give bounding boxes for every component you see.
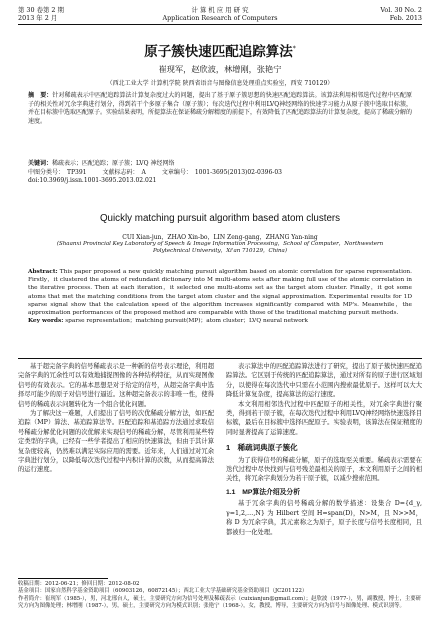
keywords-en-label: Key words:: [28, 318, 64, 325]
footnote-received: 收稿日期：2012-06-21；修回日期：2012-08-02: [18, 581, 140, 587]
keywords-text: 稀疏表示；匹配追踪；原子簇；LVQ 神经网络: [52, 160, 175, 167]
keywords-en: [28, 317, 412, 325]
abstract-label: 摘 要：: [28, 92, 53, 99]
title-footnote-mark: *: [292, 45, 296, 53]
doi-text: doi:10.3969/j.issn.1001-3695.2013.02.021: [28, 177, 157, 185]
paper-metadata: [28, 160, 412, 186]
footnotes: [18, 581, 422, 611]
keywords-cn: [28, 160, 412, 169]
english-title: Quickly matching pursuit algorithm based atom clusters: [99, 213, 341, 224]
abstract-cn: [28, 92, 412, 126]
body-paragraph: 为了解决这一难题，人们提出了信号的次优稀疏分解方法，如匹配追踪（MP）算法、基追踪算法等。匹配追踪和基追踪方法通过求取信号稀疏分解优化问题的次优解来实现信号的稀疏分解，尽管利用某些特定类型的字典，已经有一些学者提出了相应的快速算法，但由于其计算复杂度较高，仍然难以满足实际应用的需要。近年来，人们通过对冗余字典进行划分，以降低每次迭代过程中内积计算的次数，从而提高算法的运行速度。: [18, 410, 214, 474]
english-authors: CUI Xian-jun，ZHAO Xin-bo，LIN Zeng-gang，ZHANG Yan-ning: [122, 234, 318, 241]
footnote-bio: 作者简介：崔现军（1985-），男，河北邢台人，硕士，主要研究方向为信号处理及稀疏表示（cuixianjun@gmail.com）；赵欣波（1977-），男，副教授，博士，主要研究方向为图像处理；林增刚（1987-），男，硕士，主要研究方向为模式识别；张艳宁（1968-），女，教授，博导，主要研究方向为信号与图像处理、模式识别等。: [18, 595, 422, 610]
section-heading: 1 稀疏词典原子簇化: [226, 443, 298, 453]
header-rule: [18, 24, 422, 25]
article-number: 文章编号： 1001-3695(2013)02-0396-03: [161, 168, 282, 176]
abstract-text: 针对稀疏表示中匹配追踪算法计算复杂度过大的问题，提出了基于原子簇思想的快速匹配追踪算法。该算法利用相邻迭代过程中匹配原子的相关性对冗余字典进行划分，得到若干个多原子集合（原子簇）；每次迭代过程中利用LVQ神经网络的快速学习能力从原子簇中选取目标簇，并在目标簇中选取匹配原子。实验结果表明，所提算法在保证稀疏分解精度的前提下，有效降低了匹配追踪算法的计算复杂度，提高了稀疏分解的速度。: [28, 92, 413, 125]
body-paragraph: 基于超完备字典的信号稀疏表示是一种新的信号表示理论，利用超完备字典的冗余性可以有效地捕捉图像的各种结构特征，从而实现图像信号的有效表示。它的基本思想是对于给定的信号，从超完备字典中选择尽可能少的原子对信号进行逼近。这种超完备表示的非唯一性，使得信号的稀疏表示问题转化为一个组合优化问题。: [18, 363, 214, 408]
paper-title-text: 原子簇快速匹配追踪算法: [144, 44, 293, 60]
header-journal: [18, 6, 422, 22]
footnote-fund: 基金项目：国家自然科学基金资助项目（60903126，60872145）；西北工业大学基础研究基金资助项目（JC201122）: [18, 588, 308, 595]
section-paragraph: 为了获得信号的稀疏分解，原子的选取至关重要。稀疏表示需要在迭代过程中尽快找到与信号残差最相关的原子，本文利用原子之间的相关性，将冗余字典划分为若干原子簇，以减少搜索范围。: [226, 456, 422, 483]
header-volume-en: [380, 6, 422, 22]
header-journal-en: Application Research of Computers: [162, 14, 278, 22]
header-journal-cn: 计 算 机 应 用 研 究: [191, 6, 249, 14]
document-code: 文献标志码： A: [102, 168, 146, 176]
english-affiliation: (Shaanxi Provincial Key Laboratory of Speech & Image Information Processing，School of Computer，Northwestern Polytechnical University，Xi'an 710129，China): [56, 241, 384, 255]
paper-title: [0, 40, 440, 60]
body-paragraph: 本文利用相邻迭代过程中匹配原子的相关性，对冗余字典进行聚类，得到若干原子簇，在每次迭代过程中利用LVQ神经网络快速选择目标簇，最后在目标簇中选择匹配原子。实验表明，该算法在保证精度的同时显著提高了运算速度。: [226, 400, 422, 436]
author-list: 崔现军，赵欣波，林增刚，张艳宁: [158, 64, 282, 74]
body-column-right: [226, 362, 422, 537]
subsection-heading: 1.1 MP算法介绍及分析: [226, 488, 301, 496]
running-header: [18, 4, 422, 30]
header-date-line: 2013 年 2 月: [18, 14, 58, 22]
subsection-paragraph: 基于冗余字典的信号稀疏分解的数学描述：设集合 D={d_γ, γ=1,2,…,N} 为 Hilbert 空间 H=span(D)，N>M，且 N>>M，称 D 为冗余字典，其元素称之为原子，原子长度与信号长度相同，且都被归一化处理。: [226, 500, 422, 536]
keywords-en-text: sparse representation；matching pursuit(MP)；atom cluster；LVQ neural network: [65, 318, 309, 325]
footnote-rule: [18, 578, 108, 579]
clc-number: 中图分类号： TP391: [28, 168, 87, 176]
abstract-en-label: Abstract:: [28, 269, 58, 275]
header-volume-line: 第 30 卷第 2 期: [18, 6, 64, 14]
header-date-en: Feb. 2013: [389, 14, 422, 22]
abstract-divider: [18, 358, 422, 359]
abstract-en: [28, 268, 412, 325]
author-affiliation: （西北工业大学 计算机学院 陕西省语音与图像信息处理重点实验室，西安 710129）: [106, 80, 334, 87]
abstract-en-text: This paper proposed a new quickly matching pursuit algorithm based on atomic correlation for sparse representation. Firstly，it clustered the atoms of redundant dictionary into M multi-atoms sets after making full use of the atomic correlation in the iterative process. Then at each iteration，it selected one multi-atoms set as the target atom cluster. Finally，it got some atoms that met the matching conditions from the target atom cluster and the signal approximation. Experimental results for 1D sparse signal show that the calculation speed of the algorithm increases significantly compared with MP's. Meanwhile，the approximation performances of the proposed method are comparable with those of the traditional matching pursuit methods.: [28, 269, 413, 317]
header-vol-en: Vol. 30 No. 2: [380, 6, 422, 14]
body-paragraph: 表示算法中的匹配追踪算法进行了研究，提出了原子簇快速匹配追踪算法。它区别于传统的匹配追踪算法，通过对所有的原子进行区域划分，以使得在每次迭代中只需在小范围内搜索最优原子。这样可以大大降低计算复杂度，提高算法的运行速度。: [226, 363, 422, 399]
classification-row: [28, 169, 412, 178]
body-column-left: [18, 362, 214, 475]
keywords-label: 关键词：: [28, 160, 53, 167]
